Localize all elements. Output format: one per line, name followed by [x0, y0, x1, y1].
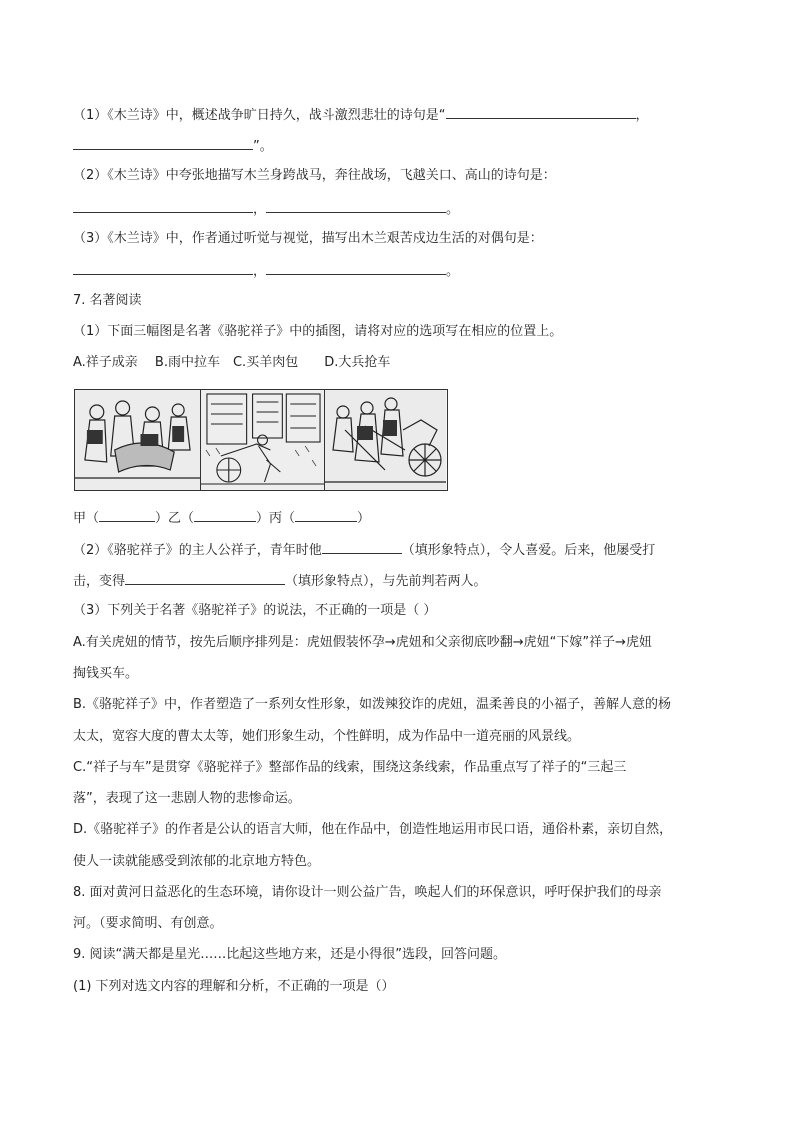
q7-option-b-line2: 太太，宽容大度的曹太太等，她们形象生动，个性鲜明，成为作品中一道亮丽的风景线。 — [73, 729, 581, 744]
q6-part3-question: （3）《木兰诗》中，作者通过听觉与视觉，描写出木兰艰苦戍边生活的对偶句是： — [73, 231, 543, 246]
full-stop: 。 — [446, 264, 460, 279]
q7-option-a-line2: 掏钱买车。 — [73, 666, 139, 681]
q7-part2-line2 — [73, 570, 487, 592]
answer-blank[interactable] — [446, 104, 636, 119]
illustration-panel-bing — [325, 390, 446, 490]
q7-option-c-line1: C.“祥子与车”是贯穿《骆驼祥子》整部作品的线索，围绕这条线索，作品重点写了祥子的“三起三 — [73, 760, 627, 775]
q7-part2-text: 击，变得 — [73, 574, 126, 589]
q7-title: 7. 名著阅读 — [73, 293, 142, 308]
q7-part1-question: （1）下面三幅图是名著《骆驼祥子》中的插图，请将对应的选项写在相应的位置上。 — [73, 324, 563, 339]
q9-line1: 9. 阅读“满天都是星光……比起这些地方来，还是小得很”选段，回答问题。 — [73, 947, 507, 962]
q7-part2-text-cont: （填形象特点），与先前判若两人。 — [285, 574, 487, 589]
q7-option-d-line2: 使人一读就能感受到浓郁的北京地方特色。 — [73, 854, 321, 869]
answer-blank[interactable] — [73, 198, 253, 213]
answer-blank-yi[interactable] — [194, 507, 256, 522]
separator: ， — [635, 108, 649, 123]
q6-part1-text: （1）《木兰诗》中，概述战争旷日持久，战斗激烈悲壮的诗句是“ — [73, 108, 446, 123]
separator: ， — [253, 264, 267, 279]
q9-line2: (1) 下列对选文内容的理解和分析，不正确的一项是（） — [73, 979, 395, 994]
separator: ， — [253, 202, 267, 217]
label-yi: ）乙（ — [155, 511, 195, 526]
illustration-panel-yi — [201, 390, 325, 490]
q7-option-b-line1: B.《骆驼祥子》中，作者塑造了一系列女性形象，如泼辣狡诈的虎妞，温柔善良的小福子，善解人意的杨 — [73, 697, 672, 712]
q7-part2-text: （2）《骆驼祥子》的主人公祥子，青年时他 — [73, 543, 322, 558]
illustration-strip — [74, 389, 448, 491]
answer-blank-jia[interactable] — [99, 507, 155, 522]
answer-blank[interactable] — [266, 260, 446, 275]
q6-part3-answer-line — [73, 260, 459, 282]
label-bing: ）丙（ — [256, 511, 296, 526]
q7-option-d-line1: D.《骆驼祥子》的作者是公认的语言大师，他在作品中，创造性地运用市民口语，通俗朴素，亲切自然， — [73, 822, 673, 837]
answer-blank[interactable] — [322, 539, 402, 554]
answer-blank[interactable] — [73, 135, 253, 150]
label-jia: 甲（ — [73, 511, 100, 526]
q7-part2-line1 — [73, 539, 655, 561]
q7-options: A.祥子成亲 B.雨中拉车 C.买羊肉包 D.大兵抢车 — [73, 355, 391, 370]
answer-blank[interactable] — [266, 198, 446, 213]
full-stop: 。 — [446, 202, 460, 217]
closing-quote: ”。 — [253, 139, 273, 154]
q7-part2-text-cont: （填形象特点），令人喜爱。后来，他屡受打 — [401, 543, 656, 558]
answer-blank-bing[interactable] — [295, 507, 357, 522]
q7-answer-line — [73, 507, 370, 529]
q6-part2-answer-line — [73, 198, 459, 220]
q6-part1-line2 — [73, 135, 273, 157]
q6-part1-line1 — [73, 104, 649, 126]
answer-blank[interactable] — [73, 260, 253, 275]
closing-bracket: ） — [357, 511, 371, 526]
q8-line2: 河。（要求简明、有创意。 — [73, 916, 223, 931]
q6-part2-question: （2）《木兰诗》中夸张地描写木兰身跨战马，奔往战场，飞越关口、高山的诗句是： — [73, 168, 556, 183]
answer-blank[interactable] — [125, 570, 285, 585]
q7-option-c-line2: 落”，表现了这一悲剧人物的悲惨命运。 — [73, 791, 301, 806]
q8-line1: 8. 面对黄河日益恶化的生态环境，请你设计一则公益广告，唤起人们的环保意识，呼吁保护我们的母亲 — [73, 885, 662, 900]
illustration-panel-jia — [75, 390, 201, 490]
q7-option-a-line1: A.有关虎妞的情节，按先后顺序排列是：虎妞假装怀孕→虎妞和父亲彻底吵翻→虎妞“下嫁”祥子→虎妞 — [73, 635, 652, 650]
q7-part3-question: （3）下列关于名著《骆驼祥子》的说法，不正确的一项是（ ） — [73, 603, 437, 618]
